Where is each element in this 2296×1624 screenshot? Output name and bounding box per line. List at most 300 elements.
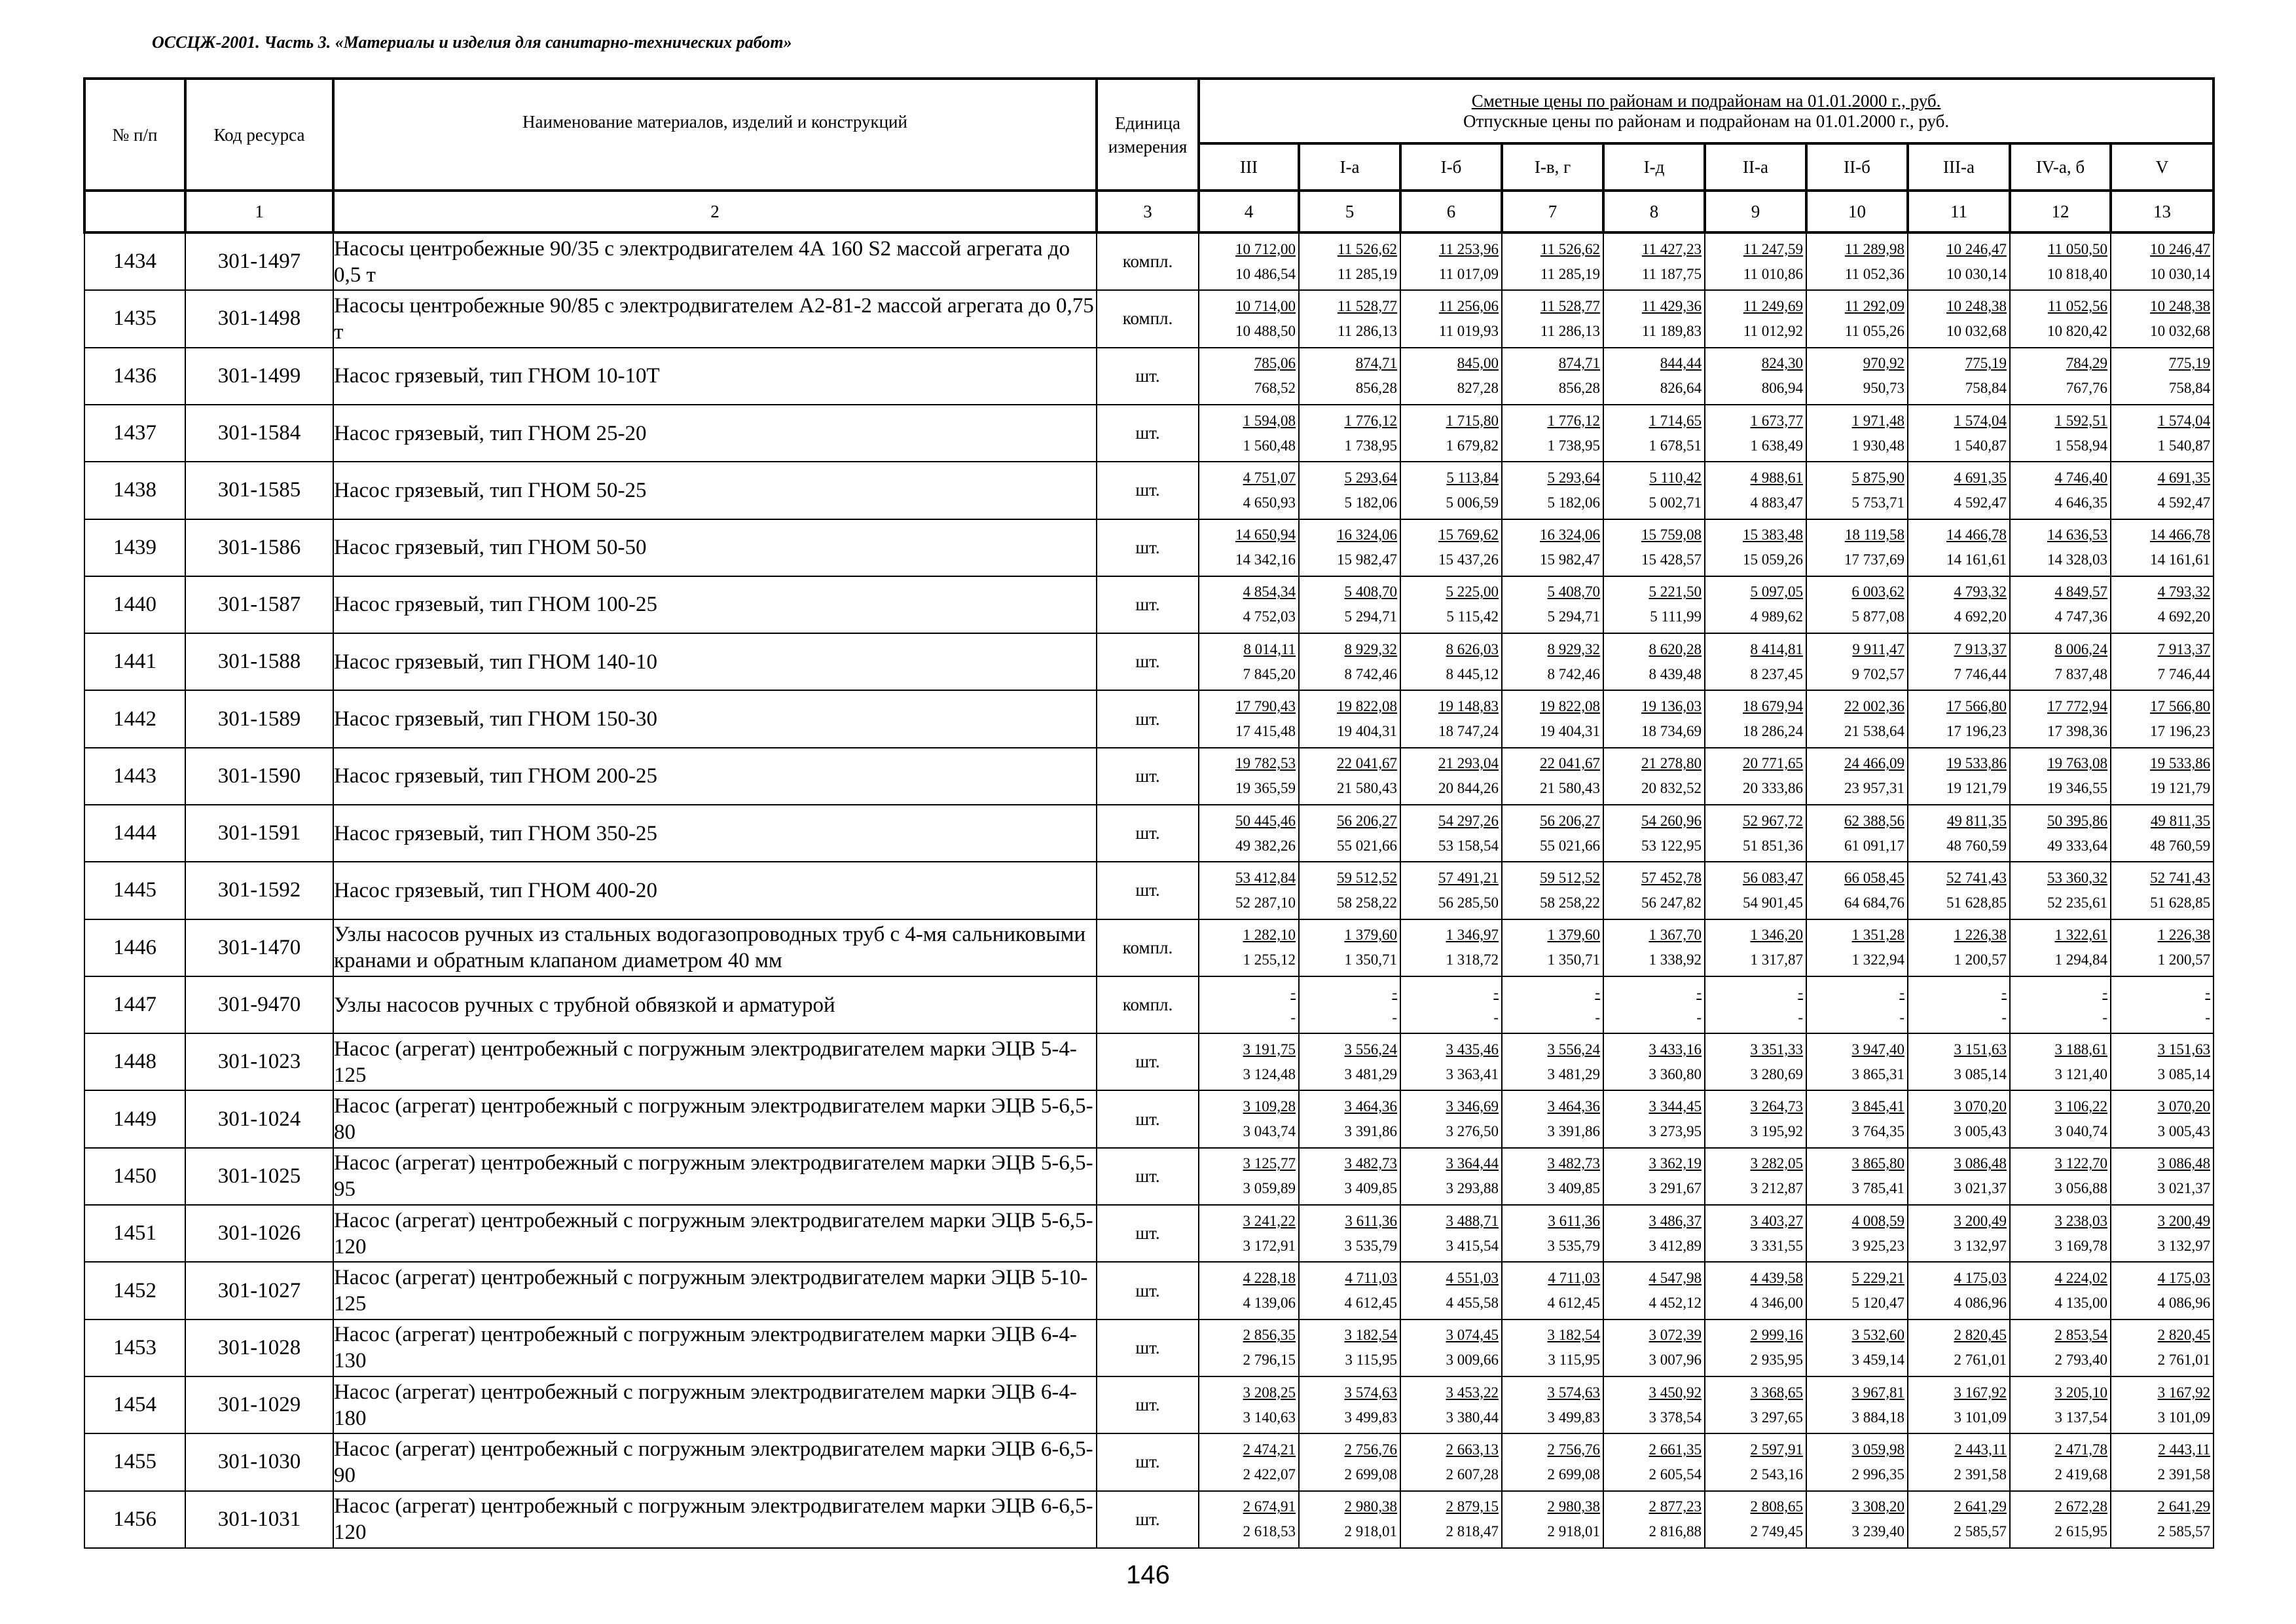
estimate-price: 17 772,94 [2047,698,2107,715]
release-price: 5 120,47 [1851,1295,1904,1312]
item-name: Узлы насосов ручных с трубной обвязкой и арматурой [333,976,1097,1033]
estimate-price: 5 408,70 [1547,583,1600,600]
estimate-price: 57 491,21 [1438,869,1499,886]
price-cell [1806,1491,1908,1548]
price-cell [2111,862,2214,919]
release-price: 21 580,43 [1337,780,1397,797]
price-cell [1603,1376,1705,1433]
release-price: 5 294,71 [1344,608,1397,625]
document-header: ОССЦЖ-2001. Часть 3. «Материалы и изделия для санитарно-технических работ» [152,33,792,52]
table-row [84,405,2214,462]
estimate-price: 1 379,60 [1344,927,1397,944]
price-cell [1299,348,1400,405]
release-price: 758,84 [2168,380,2211,397]
estimate-price: 22 041,67 [1540,755,1600,772]
release-price: 3 137,54 [2054,1409,2107,1426]
estimate-price: 2 853,54 [2054,1327,2107,1344]
estimate-price: 19 136,03 [1641,698,1702,715]
estimate-price: 1 574,04 [1954,412,2007,429]
price-cell [1299,1376,1400,1433]
price-cell [1400,405,1502,462]
item-unit: шт. [1097,633,1199,690]
estimate-price: 5 875,90 [1851,469,1904,486]
price-cell [1705,1491,1806,1548]
release-price: 3 363,41 [1446,1065,1499,1082]
estimate-price: 3 482,73 [1344,1155,1397,1172]
release-price: 2 607,28 [1446,1466,1499,1483]
estimate-price: - [2001,984,2007,1001]
price-cell [1299,1491,1400,1548]
price-cell [1603,1433,1705,1490]
estimate-price: 15 759,08 [1641,526,1702,544]
estimate-price: 11 427,23 [1641,240,1702,257]
price-cell [1806,690,1908,747]
release-price: 1 540,87 [2157,437,2211,454]
price-cell [1705,976,1806,1033]
resource-code: 301-1499 [185,348,333,405]
release-price: 2 618,53 [1243,1523,1296,1540]
price-cell [1908,633,2010,690]
release-price: 758,84 [1965,380,2007,397]
price-cell [1299,519,1400,576]
price-cell [1908,805,2010,862]
price-cell [1400,576,1502,633]
region-header: III [1199,143,1299,191]
release-price: 5 006,59 [1446,494,1499,511]
price-cell [1199,1148,1299,1205]
price-cell [2010,462,2111,519]
estimate-price: 2 474,21 [1243,1441,1296,1458]
estimate-price: 3 086,48 [1954,1155,2007,1172]
price-cell [1502,862,1603,919]
price-cell [2010,1090,2111,1147]
estimate-price: 3 574,63 [1344,1384,1397,1401]
release-price: 48 760,59 [2150,837,2211,854]
release-price: 3 212,87 [1750,1180,1803,1197]
price-cell [1199,290,1299,347]
price-cell [2111,1376,2214,1433]
price-cell [1299,462,1400,519]
price-cell [1299,976,1400,1033]
release-price: 1 738,95 [1344,437,1397,454]
estimate-price: 4 988,61 [1750,469,1803,486]
release-price: 950,73 [1863,380,1904,397]
release-price: 2 761,01 [2157,1352,2211,1369]
price-cell [1502,348,1603,405]
row-number: 1449 [84,1090,185,1147]
price-cell [1908,348,2010,405]
release-price: 10 486,54 [1235,265,1296,282]
release-price: 55 021,66 [1540,837,1600,854]
resource-code: 301-1586 [185,519,333,576]
estimate-price: 14 466,78 [2150,526,2211,544]
price-cell [1908,976,2010,1033]
release-price: 5 002,71 [1649,494,1702,511]
release-price: 64 684,76 [1844,894,1904,911]
estimate-price: 4 439,58 [1750,1270,1803,1287]
price-cell [1908,576,2010,633]
release-price: 10 818,40 [2047,265,2107,282]
estimate-price: 57 452,78 [1641,869,1702,886]
release-price: 4 139,06 [1243,1295,1296,1312]
estimate-price: 8 014,11 [1243,640,1296,657]
price-cell [1705,290,1806,347]
item-unit: шт. [1097,1376,1199,1433]
release-price: - [1290,1008,1296,1025]
table-row [84,1148,2214,1205]
estimate-price: 3 865,80 [1851,1155,1904,1172]
estimate-price: 4 854,34 [1243,583,1296,600]
item-name: Насос (агрегат) центробежный с погружным электродвигателем марки ЭЦВ 6-4-130 [333,1320,1097,1376]
release-price: 4 646,35 [2054,494,2107,511]
price-cell [1806,1320,1908,1376]
estimate-price: 52 741,43 [1946,869,2007,886]
release-price: 5 182,06 [1547,494,1600,511]
release-price: 20 844,26 [1438,780,1499,797]
price-cell [1299,862,1400,919]
release-price: 51 628,85 [2150,894,2211,911]
estimate-price: 4 175,03 [2157,1270,2211,1287]
price-cell [1400,919,1502,976]
estimate-price: 11 292,09 [1844,297,1904,314]
release-price: - [2001,1008,2007,1025]
price-cell [2010,1376,2111,1433]
release-price: 3 459,14 [1851,1352,1904,1369]
release-price: 3 785,41 [1851,1180,1904,1197]
row-number: 1444 [84,805,185,862]
price-cell [1806,232,1908,290]
resource-code: 301-1030 [185,1433,333,1490]
price-cell [1400,290,1502,347]
item-name: Насос грязевый, тип ГНОМ 10-10Т [333,348,1097,405]
price-cell [2111,919,2214,976]
table-row [84,690,2214,747]
price-cell [1400,1320,1502,1376]
price-cell [1806,576,1908,633]
release-price: 5 877,08 [1851,608,1904,625]
estimate-price: 10 712,00 [1235,240,1296,257]
table-row [84,1491,2214,1548]
estimate-price: 2 597,91 [1750,1441,1803,1458]
estimate-price: - [2205,984,2211,1001]
estimate-price: 1 346,97 [1446,927,1499,944]
release-price: 3 115,95 [1345,1352,1397,1369]
release-price: 3 195,92 [1750,1123,1803,1140]
estimate-price: 1 322,61 [2054,927,2107,944]
estimate-price: 16 324,06 [1540,526,1600,544]
column-number: 3 [1097,191,1199,232]
estimate-price: 54 260,96 [1641,812,1702,829]
release-price: 2 605,54 [1649,1466,1702,1483]
header-name: Наименование материалов, изделий и конструкций [333,79,1097,191]
release-price: 8 237,45 [1750,665,1803,682]
estimate-price: 3 464,36 [1547,1098,1600,1115]
price-cell [1603,1033,1705,1090]
estimate-price: 1 379,60 [1547,927,1600,944]
release-price: 3 005,43 [1954,1123,2007,1140]
price-cell [1908,1033,2010,1090]
item-unit: шт. [1097,405,1199,462]
price-cell [1603,690,1705,747]
estimate-price: 3 486,37 [1649,1212,1702,1229]
price-table [83,77,2215,1549]
price-cell [2010,405,2111,462]
row-number: 1452 [84,1262,185,1319]
price-cell [1806,462,1908,519]
price-cell [2010,748,2111,805]
estimate-price: 4 746,40 [2054,469,2107,486]
item-name: Насос грязевый, тип ГНОМ 50-25 [333,462,1097,519]
price-cell [1603,748,1705,805]
price-cell [1299,748,1400,805]
release-price: 827,28 [1457,380,1499,397]
estimate-price: 3 482,73 [1547,1155,1600,1172]
price-cell [1603,405,1705,462]
estimate-price: 874,71 [1355,355,1397,372]
row-number: 1451 [84,1205,185,1262]
release-price: 2 918,01 [1547,1523,1600,1540]
item-unit: шт. [1097,1205,1199,1262]
price-cell [2111,1033,2214,1090]
estimate-price: 4 849,57 [2054,583,2107,600]
estimate-price: 3 208,25 [1243,1384,1296,1401]
estimate-price: 4 228,18 [1243,1270,1296,1287]
row-number: 1455 [84,1433,185,1490]
row-number: 1440 [84,576,185,633]
release-price: - [2205,1008,2211,1025]
price-cell [1806,805,1908,862]
release-price: 10 488,50 [1235,322,1296,339]
estimate-price: 15 383,48 [1743,526,1803,544]
release-price: 826,64 [1660,380,1702,397]
release-price: 52 235,61 [2047,894,2107,911]
release-price: 20 333,86 [1743,780,1803,797]
release-price: 1 317,87 [1750,951,1803,969]
table-row [84,919,2214,976]
price-cell [1199,1376,1299,1433]
price-cell [1400,1090,1502,1147]
release-price: 51 628,85 [1946,894,2007,911]
release-price: 3 239,40 [1851,1523,1904,1540]
release-price: 14 328,03 [2047,551,2107,568]
item-unit: шт. [1097,1320,1199,1376]
estimate-price: 3 556,24 [1344,1041,1397,1058]
price-cell [1908,862,2010,919]
estimate-price: 3 967,81 [1851,1384,1904,1401]
estimate-price: 4 175,03 [1954,1270,2007,1287]
release-price: 14 161,61 [2150,551,2211,568]
estimate-price: 3 151,63 [2157,1041,2211,1058]
resource-code: 301-1028 [185,1320,333,1376]
estimate-price: 2 674,91 [1243,1498,1296,1515]
estimate-price: - [1392,984,1397,1001]
release-price: 58 258,22 [1540,894,1600,911]
estimate-price: 3 450,92 [1649,1384,1702,1401]
price-cell [1806,348,1908,405]
item-name: Насосы центробежные 90/85 с электродвигателем А2-81-2 массой агрегата до 0,75 т [333,290,1097,347]
release-price: 3 056,88 [2054,1180,2107,1197]
item-name: Насос грязевый, тип ГНОМ 140-10 [333,633,1097,690]
release-price: 1 679,82 [1446,437,1499,454]
table-row [84,1320,2214,1376]
estimate-price: 11 526,62 [1540,240,1600,257]
release-price: 11 012,92 [1743,322,1803,339]
estimate-price: 1 971,48 [1851,412,1904,429]
item-name: Насос (агрегат) центробежный с погружным электродвигателем марки ЭЦВ 5-6,5-120 [333,1205,1097,1262]
page-number: 146 [1126,1560,1170,1589]
item-name: Насос грязевый, тип ГНОМ 50-50 [333,519,1097,576]
estimate-price: 2 999,16 [1750,1327,1803,1344]
release-price: 3 499,83 [1344,1409,1397,1426]
price-cell [1299,633,1400,690]
table-row [84,1033,2214,1090]
item-unit: компл. [1097,976,1199,1033]
estimate-price: 3 845,41 [1851,1098,1904,1115]
estimate-price: - [1798,984,1803,1001]
column-number: 13 [2111,191,2214,232]
release-price: 1 930,48 [1851,437,1904,454]
price-cell [1400,462,1502,519]
price-cell [1199,633,1299,690]
estimate-price: 2 672,28 [2054,1498,2107,1515]
price-cell [1199,1320,1299,1376]
price-cell [1806,1262,1908,1319]
price-cell [1502,919,1603,976]
estimate-price: 1 282,10 [1243,927,1296,944]
price-cell [1502,1033,1603,1090]
price-cell [2111,1320,2214,1376]
estimate-price: 1 776,12 [1547,412,1600,429]
estimate-price: 19 763,08 [2047,755,2107,772]
release-price: 2 818,47 [1446,1523,1499,1540]
estimate-price: 2 443,11 [2158,1441,2211,1458]
release-price: 19 404,31 [1540,723,1600,740]
release-price: 3 124,48 [1243,1065,1296,1082]
resource-code: 301-9470 [185,976,333,1033]
estimate-price: 11 526,62 [1337,240,1397,257]
price-cell [1908,1090,2010,1147]
column-number: 7 [1502,191,1603,232]
price-cell [1705,862,1806,919]
price-cell [2111,976,2214,1033]
resource-code: 301-1024 [185,1090,333,1147]
estimate-price: 56 206,27 [1540,812,1600,829]
price-cell [1299,919,1400,976]
price-cell [2111,748,2214,805]
estimate-price: 1 346,20 [1750,927,1803,944]
row-number: 1450 [84,1148,185,1205]
release-price: 2 996,35 [1851,1466,1904,1483]
release-price: 3 415,54 [1446,1237,1499,1254]
estimate-price: 8 620,28 [1649,640,1702,657]
price-cell [2111,519,2214,576]
release-price: 3 005,43 [2157,1123,2211,1140]
release-price: 1 200,57 [1954,951,2007,969]
estimate-price: 2 877,23 [1649,1498,1702,1515]
resource-code: 301-1592 [185,862,333,919]
release-price: 2 419,68 [2054,1466,2107,1483]
release-price: 8 439,48 [1649,665,1702,682]
release-price: 3 085,14 [1954,1065,2007,1082]
item-unit: шт. [1097,805,1199,862]
estimate-price: 8 006,24 [2054,640,2107,657]
estimate-price: 4 547,98 [1649,1270,1702,1287]
resource-code: 301-1497 [185,232,333,290]
price-cell [1400,976,1502,1033]
estimate-price: 3 086,48 [2157,1155,2211,1172]
release-price: 2 699,08 [1547,1466,1600,1483]
estimate-price: 59 512,52 [1337,869,1397,886]
price-cell [1502,462,1603,519]
estimate-price: 2 820,45 [2157,1327,2211,1344]
estimate-price: 1 574,04 [2157,412,2211,429]
release-price: 1 322,94 [1851,951,1904,969]
release-price: - [1595,1008,1600,1025]
table-row [84,976,2214,1033]
release-price: 1 678,51 [1649,437,1702,454]
price-cell [1705,576,1806,633]
estimate-price: 5 225,00 [1446,583,1499,600]
release-price: 4 692,20 [1954,608,2007,625]
row-number: 1438 [84,462,185,519]
price-cell [1299,1033,1400,1090]
release-price: 3 293,88 [1446,1180,1499,1197]
release-price: 4 883,47 [1750,494,1803,511]
price-cell [1908,690,2010,747]
item-name: Насос (агрегат) центробежный с погружным электродвигателем марки ЭЦВ 6-6,5-120 [333,1491,1097,1548]
price-cell [2111,1491,2214,1548]
release-price: 11 189,83 [1641,322,1702,339]
table-row [84,862,2214,919]
price-cell [1806,1205,1908,1262]
release-price: 3 380,44 [1446,1409,1499,1426]
release-price: 4 692,20 [2157,608,2211,625]
estimate-price: 50 445,46 [1235,812,1296,829]
column-number: 2 [333,191,1097,232]
price-cell [2010,1262,2111,1319]
estimate-price: 62 388,56 [1844,812,1904,829]
release-price: 58 258,22 [1337,894,1397,911]
estimate-price: 3 362,19 [1649,1155,1702,1172]
price-cell [1502,1320,1603,1376]
estimate-price: 1 226,38 [1954,927,2007,944]
estimate-price: 3 308,20 [1851,1498,1904,1515]
item-name: Насосы центробежные 90/35 с электродвигателем 4А 160 S2 массой агрегата до 0,5 т [333,232,1097,290]
header-unit: Единица измерения [1097,79,1199,191]
release-price: - [1392,1008,1397,1025]
release-price: 1 318,72 [1446,951,1499,969]
price-cell [2010,290,2111,347]
price-cell [1908,1376,2010,1433]
release-price: 856,28 [1558,380,1600,397]
estimate-price: 5 221,50 [1649,583,1702,600]
table-row [84,290,2214,347]
row-number: 1443 [84,748,185,805]
price-cell [2111,348,2214,405]
estimate-price: 3 947,40 [1851,1041,1904,1058]
table-row [84,748,2214,805]
price-cell [1705,748,1806,805]
release-price: 5 294,71 [1547,608,1600,625]
release-price: 18 286,24 [1743,723,1803,740]
table-row [84,232,2214,290]
release-price: 4 612,45 [1547,1295,1600,1312]
estimate-price: 56 206,27 [1337,812,1397,829]
price-cell [2010,232,2111,290]
release-price: 4 752,03 [1243,608,1296,625]
price-cell [1705,1148,1806,1205]
release-price: 5 753,71 [1851,494,1904,511]
